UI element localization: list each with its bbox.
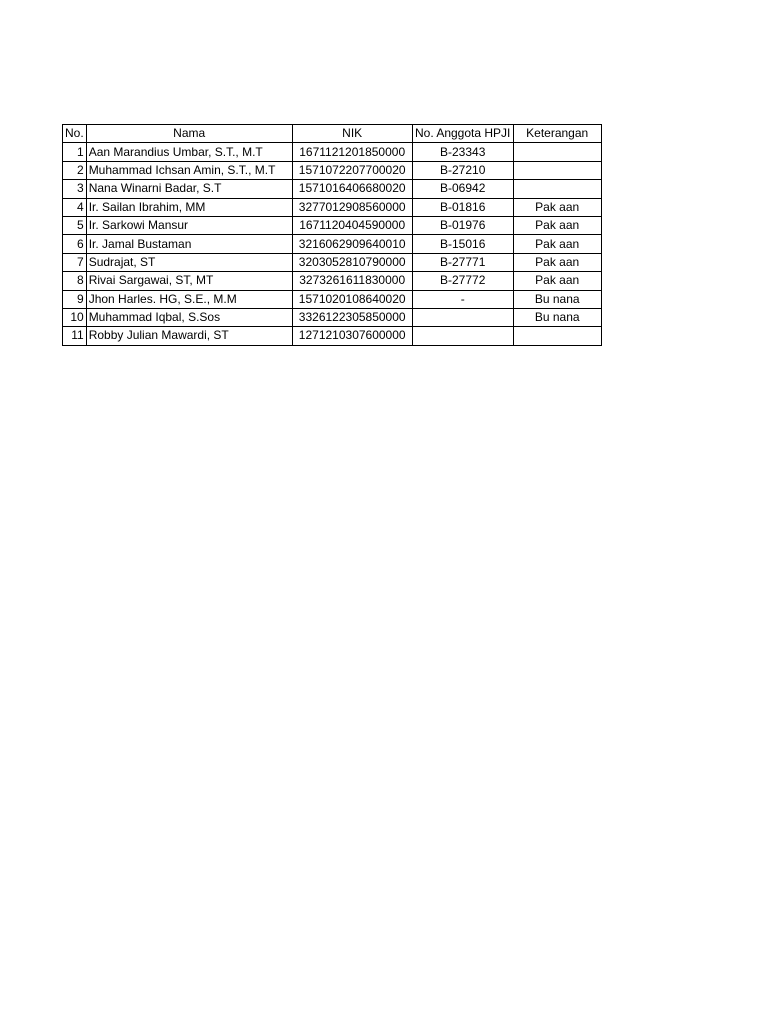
- cell-keterangan: Pak aan: [513, 216, 601, 234]
- table-row: [63, 161, 602, 179]
- member-table: [62, 124, 602, 346]
- cell-no: 8: [63, 272, 87, 290]
- cell-nama: Muhammad Iqbal, S.Sos: [86, 308, 292, 326]
- cell-nik: 1671120404590000: [292, 216, 412, 234]
- cell-nik: 3326122305850000: [292, 308, 412, 326]
- cell-anggota: B-01816: [412, 198, 513, 216]
- table-row: [63, 272, 602, 290]
- header-anggota: No. Anggota HPJI: [412, 125, 513, 143]
- table-row: [63, 235, 602, 253]
- cell-keterangan: Bu nana: [513, 308, 601, 326]
- cell-keterangan: Pak aan: [513, 235, 601, 253]
- cell-no: 9: [63, 290, 87, 308]
- cell-keterangan: Pak aan: [513, 253, 601, 271]
- cell-anggota: -: [412, 290, 513, 308]
- cell-nik: 3273261611830000: [292, 272, 412, 290]
- cell-keterangan: Pak aan: [513, 272, 601, 290]
- cell-no: 11: [63, 327, 87, 345]
- cell-nik: 1271210307600000: [292, 327, 412, 345]
- cell-anggota: B-27771: [412, 253, 513, 271]
- cell-no: 5: [63, 216, 87, 234]
- cell-no: 2: [63, 161, 87, 179]
- cell-anggota: B-15016: [412, 235, 513, 253]
- header-keterangan: Keterangan: [513, 125, 601, 143]
- cell-nik: 1671121201850000: [292, 143, 412, 161]
- cell-keterangan: [513, 143, 601, 161]
- table-row: [63, 198, 602, 216]
- header-nama: Nama: [86, 125, 292, 143]
- cell-nama: Sudrajat, ST: [86, 253, 292, 271]
- table-row: [63, 180, 602, 198]
- cell-nama: Ir. Sarkowi Mansur: [86, 216, 292, 234]
- table-header-row: [63, 125, 602, 143]
- table-body: [63, 143, 602, 345]
- cell-no: 1: [63, 143, 87, 161]
- cell-anggota: B-27772: [412, 272, 513, 290]
- table-row: [63, 216, 602, 234]
- cell-anggota: B-27210: [412, 161, 513, 179]
- cell-no: 3: [63, 180, 87, 198]
- cell-keterangan: Pak aan: [513, 198, 601, 216]
- cell-no: 4: [63, 198, 87, 216]
- table-row: [63, 253, 602, 271]
- cell-keterangan: [513, 327, 601, 345]
- cell-nik: 3216062909640010: [292, 235, 412, 253]
- cell-nama: Rivai Sargawai, ST, MT: [86, 272, 292, 290]
- header-nik: NIK: [292, 125, 412, 143]
- cell-keterangan: Bu nana: [513, 290, 601, 308]
- header-no: No.: [63, 125, 87, 143]
- table-row: [63, 308, 602, 326]
- cell-nama: Jhon Harles. HG, S.E., M.M: [86, 290, 292, 308]
- table-row: [63, 290, 602, 308]
- cell-nama: Nana Winarni Badar, S.T: [86, 180, 292, 198]
- cell-anggota: B-01976: [412, 216, 513, 234]
- cell-nik: 1571020108640020: [292, 290, 412, 308]
- table-row: [63, 143, 602, 161]
- cell-anggota: B-23343: [412, 143, 513, 161]
- cell-no: 10: [63, 308, 87, 326]
- cell-anggota: B-06942: [412, 180, 513, 198]
- cell-no: 7: [63, 253, 87, 271]
- cell-nama: Aan Marandius Umbar, S.T., M.T: [86, 143, 292, 161]
- cell-nik: 1571016406680020: [292, 180, 412, 198]
- cell-nik: 1571072207700020: [292, 161, 412, 179]
- table-row: [63, 327, 602, 345]
- cell-keterangan: [513, 161, 601, 179]
- cell-nik: 3277012908560000: [292, 198, 412, 216]
- cell-no: 6: [63, 235, 87, 253]
- cell-nama: Robby Julian Mawardi, ST: [86, 327, 292, 345]
- cell-nama: Ir. Sailan Ibrahim, MM: [86, 198, 292, 216]
- cell-nama: Ir. Jamal Bustaman: [86, 235, 292, 253]
- cell-anggota: [412, 308, 513, 326]
- cell-nama: Muhammad Ichsan Amin, S.T., M.T: [86, 161, 292, 179]
- cell-anggota: [412, 327, 513, 345]
- cell-keterangan: [513, 180, 601, 198]
- cell-nik: 3203052810790000: [292, 253, 412, 271]
- spreadsheet-page: [62, 124, 602, 346]
